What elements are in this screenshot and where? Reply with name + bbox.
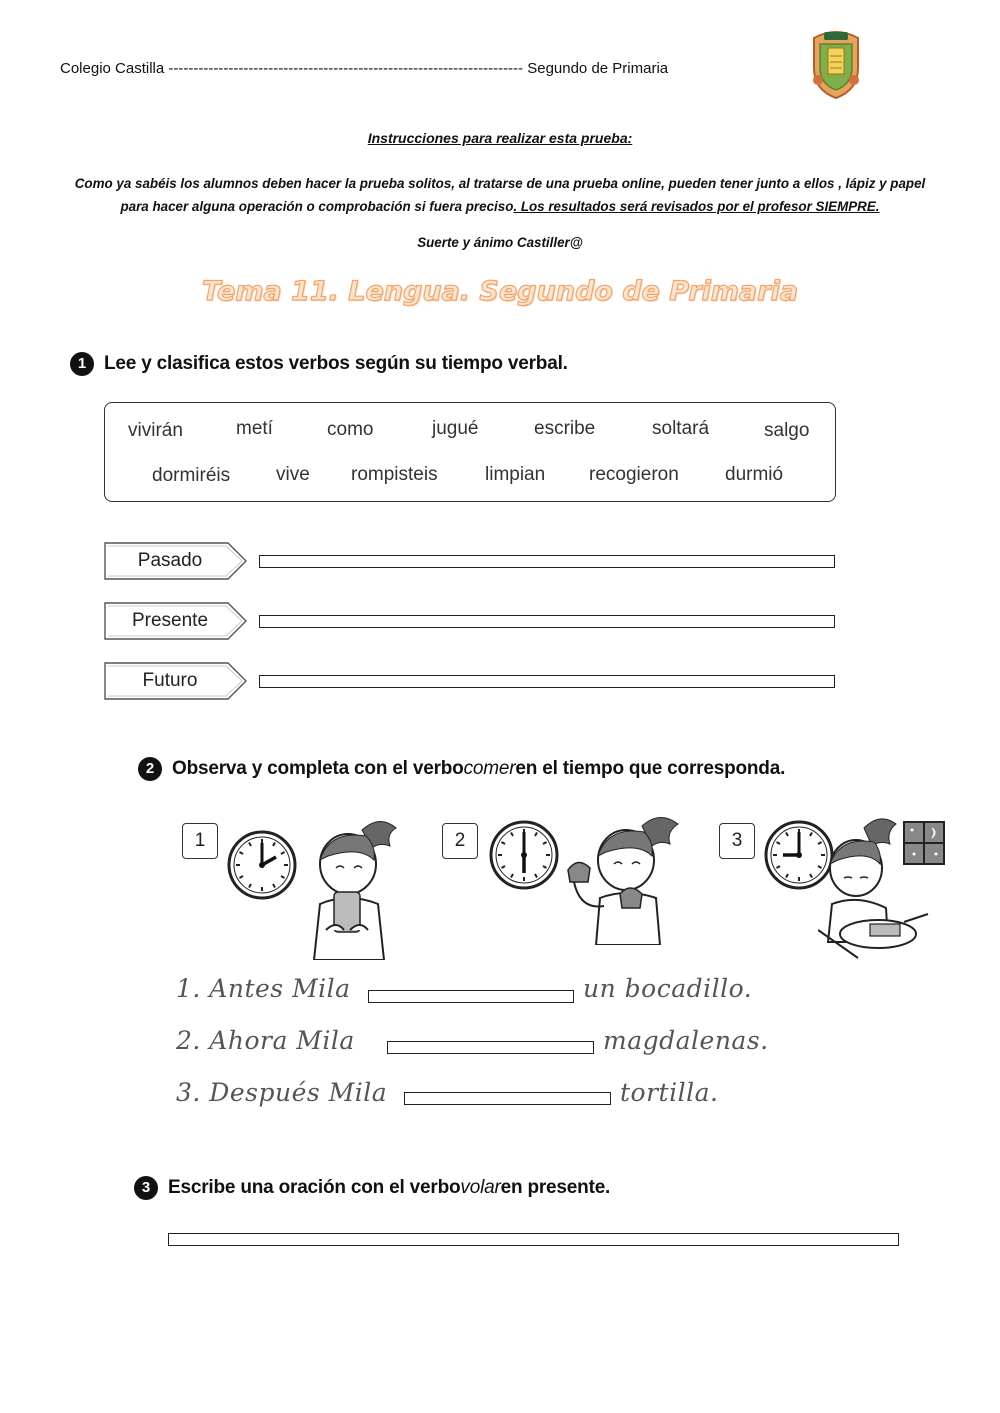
exercise-3-verb: volar: [460, 1177, 501, 1198]
good-luck-message: Suerte y ánimo Castiller@: [417, 235, 583, 250]
verb-word: rompisteis: [351, 464, 438, 485]
clock-two-oclock-icon: [226, 829, 298, 906]
tense-label-text: Pasado: [137, 550, 203, 571]
page-header: [60, 60, 668, 77]
school-crest-icon: [806, 28, 866, 100]
instructions-title: Instrucciones para realizar esta prueba:: [367, 130, 633, 146]
exercise-1-number: 1: [70, 352, 94, 376]
exercise-2-number: 2: [138, 757, 162, 781]
verb-word: metí: [236, 418, 273, 439]
topic-title: Tema 11. Lengua. Segundo de Primaria: [202, 276, 798, 307]
instructions-text: Como ya sabéis los alumnos deben hacer la prueba solitos, al tratarse de una prueba online, pueden tener junto a ellos , lápiz y papel para hacer alguna operación o comprobación si fuera preciso: [74, 176, 926, 214]
exercise-2-verb: comer: [463, 758, 516, 779]
exercise-3-title: [134, 1176, 610, 1200]
exercise-1-text: Lee y clasifica estos verbos según su tiempo verbal.: [104, 353, 568, 374]
instructions-text-underlined: . Los resultados será revisados por el profesor SIEMPRE.: [513, 199, 880, 214]
verb-word: escribe: [534, 418, 596, 439]
verb-word: como: [327, 419, 374, 440]
exercise-2-title: [138, 757, 785, 781]
grade-label: Segundo de Primaria: [527, 60, 669, 77]
verb-word: soltará: [652, 418, 710, 439]
verb-word: durmió: [725, 464, 784, 485]
tense-label-presente: [104, 602, 248, 640]
answer-field-presente[interactable]: [259, 615, 835, 628]
sentence-1-prefix: 1. Antes Mila: [176, 974, 351, 1003]
girl-eating-muffins-illustration: [560, 810, 685, 950]
header-separator: -----------------------------------------------------------------------: [168, 60, 524, 77]
sentence-3-suffix: tortilla.: [620, 1078, 719, 1107]
panel-number: 2: [442, 823, 478, 859]
sentence-2-prefix: 2. Ahora Mila: [176, 1026, 355, 1055]
exercise-3-text: Escribe una oración con el verbo: [168, 1177, 461, 1198]
verb-word: limpian: [485, 464, 546, 485]
panel-number: 3: [719, 823, 755, 859]
tense-label-text: Presente: [131, 610, 209, 631]
answer-field-sentence-volar[interactable]: [168, 1233, 899, 1246]
school-name: Colegio Castilla: [60, 60, 165, 77]
girl-drinking-illustration: [300, 812, 405, 965]
tense-label-futuro: [104, 662, 248, 700]
answer-field-sentence-1[interactable]: [368, 990, 574, 1003]
verb-word: recogieron: [589, 464, 679, 485]
exercise-2-text: Observa y completa con el verbo: [172, 758, 464, 779]
sentence-3-prefix: 3. Después Mila: [176, 1078, 388, 1107]
exercise-3-number: 3: [134, 1176, 158, 1200]
instructions-body: [62, 172, 938, 218]
answer-field-sentence-2[interactable]: [387, 1041, 594, 1054]
tense-label-text: Futuro: [142, 670, 198, 691]
tense-label-pasado: [104, 542, 248, 580]
answer-field-futuro[interactable]: [259, 675, 835, 688]
verb-word: salgo: [764, 420, 810, 441]
girl-eating-dinner-illustration: [818, 812, 933, 969]
verb-word: dormiréis: [152, 465, 231, 486]
verb-word: jugué: [432, 418, 479, 439]
exercise-2-text-end: en el tiempo que corresponda.: [515, 758, 786, 779]
verb-word-box: [104, 402, 836, 502]
exercise-3-text-end: en presente.: [500, 1177, 611, 1198]
answer-field-sentence-3[interactable]: [404, 1092, 611, 1105]
panel-number: 1: [182, 823, 218, 859]
verb-word: vive: [276, 464, 310, 485]
sentence-1-suffix: un bocadillo.: [583, 974, 753, 1003]
sentence-2-suffix: magdalenas.: [603, 1026, 769, 1055]
answer-field-pasado[interactable]: [259, 555, 835, 568]
verb-word: vivirán: [128, 420, 183, 441]
exercise-1-title: [70, 352, 568, 376]
clock-six-oclock-icon: [488, 819, 560, 896]
